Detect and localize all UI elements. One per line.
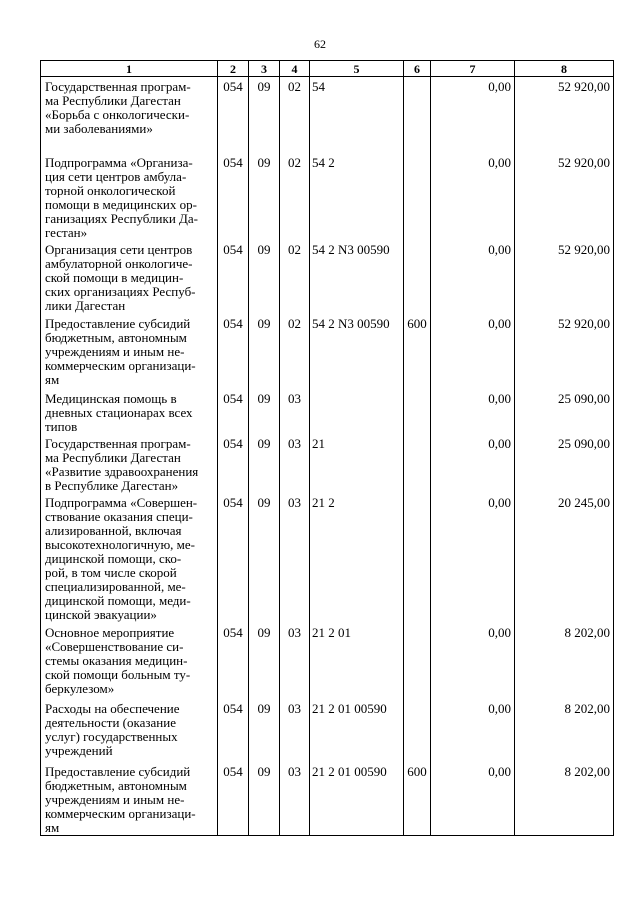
- amount-col8-cell: 8 202,00: [515, 699, 614, 762]
- target-article-cell: 21 2 01 00590: [310, 699, 404, 762]
- expense-type-cell: [404, 623, 431, 699]
- column-header: 1: [41, 61, 218, 77]
- amount-col8-cell: 25 090,00: [515, 434, 614, 493]
- table-row: [41, 240, 614, 314]
- table-body: [41, 77, 614, 836]
- section-code-cell: 09: [249, 389, 280, 434]
- table-row: [41, 762, 614, 836]
- section-code-cell: 09: [249, 77, 280, 153]
- column-header: 3: [249, 61, 280, 77]
- amount-col8-cell: 52 920,00: [515, 77, 614, 153]
- amount-col8-cell: 52 920,00: [515, 314, 614, 389]
- amount-col8-cell: 8 202,00: [515, 623, 614, 699]
- subsection-code-cell: 03: [280, 623, 310, 699]
- header-row: [41, 61, 614, 77]
- amount-col7-cell: 0,00: [431, 314, 515, 389]
- target-article-cell: 54: [310, 77, 404, 153]
- target-article-cell: [310, 389, 404, 434]
- item-name-cell: Государственная програм- ма Республики Дагестан «Борьба с онкологически- ми заболеваниями»: [41, 77, 218, 153]
- admin-code-cell: 054: [218, 240, 249, 314]
- admin-code-cell: 054: [218, 623, 249, 699]
- column-header: 2: [218, 61, 249, 77]
- section-code-cell: 09: [249, 314, 280, 389]
- section-code-cell: 09: [249, 493, 280, 623]
- table-row: [41, 314, 614, 389]
- admin-code-cell: 054: [218, 762, 249, 836]
- expense-type-cell: [404, 493, 431, 623]
- column-header: 6: [404, 61, 431, 77]
- expense-type-cell: [404, 77, 431, 153]
- subsection-code-cell: 02: [280, 240, 310, 314]
- subsection-code-cell: 03: [280, 493, 310, 623]
- subsection-code-cell: 03: [280, 699, 310, 762]
- target-article-cell: 21 2: [310, 493, 404, 623]
- amount-col7-cell: 0,00: [431, 762, 515, 836]
- page-number: 62: [314, 37, 326, 51]
- admin-code-cell: 054: [218, 153, 249, 240]
- subsection-code-cell: 02: [280, 153, 310, 240]
- target-article-cell: 54 2 N3 00590: [310, 240, 404, 314]
- item-name-cell: Предоставление субсидий бюджетным, автономным учреждениям и иным не- коммерческим организаци- ям: [41, 314, 218, 389]
- amount-col7-cell: 0,00: [431, 389, 515, 434]
- amount-col7-cell: 0,00: [431, 240, 515, 314]
- item-name-cell: Государственная програм- ма Республики Дагестан «Развитие здравоохранения в Республике Дагестан»: [41, 434, 218, 493]
- admin-code-cell: 054: [218, 434, 249, 493]
- expense-type-cell: [404, 434, 431, 493]
- amount-col7-cell: 0,00: [431, 623, 515, 699]
- expense-type-cell: 600: [404, 314, 431, 389]
- section-code-cell: 09: [249, 623, 280, 699]
- admin-code-cell: 054: [218, 493, 249, 623]
- table-row: [41, 77, 614, 153]
- amount-col8-cell: 52 920,00: [515, 240, 614, 314]
- amount-col8-cell: 20 245,00: [515, 493, 614, 623]
- item-name-cell: Организация сети центров амбулаторной онкологиче- ской помощи в медицин- ских организациях Респуб- лики Дагестан: [41, 240, 218, 314]
- subsection-code-cell: 03: [280, 389, 310, 434]
- expense-type-cell: 600: [404, 762, 431, 836]
- section-code-cell: 09: [249, 240, 280, 314]
- column-header: 5: [310, 61, 404, 77]
- section-code-cell: 09: [249, 762, 280, 836]
- item-name-cell: Подпрограмма «Организа- ция сети центров амбула- торной онкологической помощи в медицинских ор- ганизациях Республики Да- гестан»: [41, 153, 218, 240]
- table-row: [41, 153, 614, 240]
- amount-col7-cell: 0,00: [431, 699, 515, 762]
- item-name-cell: Предоставление субсидий бюджетным, автономным учреждениям и иным не- коммерческим организаци- ям: [41, 762, 218, 836]
- admin-code-cell: 054: [218, 77, 249, 153]
- column-header: 4: [280, 61, 310, 77]
- amount-col8-cell: 52 920,00: [515, 153, 614, 240]
- table-row: [41, 434, 614, 493]
- item-name-cell: Расходы на обеспечение деятельности (оказание услуг) государственных учреждений: [41, 699, 218, 762]
- item-name-cell: Основное мероприятие «Совершенствование си- стемы оказания медицин- ской помощи больным ту- беркулезом»: [41, 623, 218, 699]
- target-article-cell: 21 2 01: [310, 623, 404, 699]
- budget-table: [40, 60, 614, 836]
- expense-type-cell: [404, 699, 431, 762]
- section-code-cell: 09: [249, 434, 280, 493]
- subsection-code-cell: 03: [280, 434, 310, 493]
- expense-type-cell: [404, 153, 431, 240]
- section-code-cell: 09: [249, 699, 280, 762]
- expense-type-cell: [404, 240, 431, 314]
- subsection-code-cell: 02: [280, 77, 310, 153]
- subsection-code-cell: 03: [280, 762, 310, 836]
- amount-col8-cell: 25 090,00: [515, 389, 614, 434]
- item-name-cell: Медицинская помощь в дневных стационарах всех типов: [41, 389, 218, 434]
- column-header: 8: [515, 61, 614, 77]
- section-code-cell: 09: [249, 153, 280, 240]
- table-row: [41, 623, 614, 699]
- target-article-cell: 21: [310, 434, 404, 493]
- amount-col7-cell: 0,00: [431, 153, 515, 240]
- subsection-code-cell: 02: [280, 314, 310, 389]
- table-row: [41, 699, 614, 762]
- table-row: [41, 389, 614, 434]
- admin-code-cell: 054: [218, 389, 249, 434]
- column-header: 7: [431, 61, 515, 77]
- target-article-cell: 54 2 N3 00590: [310, 314, 404, 389]
- expense-type-cell: [404, 389, 431, 434]
- admin-code-cell: 054: [218, 314, 249, 389]
- amount-col7-cell: 0,00: [431, 434, 515, 493]
- target-article-cell: 21 2 01 00590: [310, 762, 404, 836]
- amount-col7-cell: 0,00: [431, 493, 515, 623]
- target-article-cell: 54 2: [310, 153, 404, 240]
- item-name-cell: Подпрограмма «Совершен- ствование оказания специ- ализированной, включая высокотехнологичную, ме- дицинской помощи, ско- рой, в том числе скорой специализированной, ме- дицинской помощи, меди- цинской эвакуации»: [41, 493, 218, 623]
- table-row: [41, 493, 614, 623]
- amount-col8-cell: 8 202,00: [515, 762, 614, 836]
- admin-code-cell: 054: [218, 699, 249, 762]
- amount-col7-cell: 0,00: [431, 77, 515, 153]
